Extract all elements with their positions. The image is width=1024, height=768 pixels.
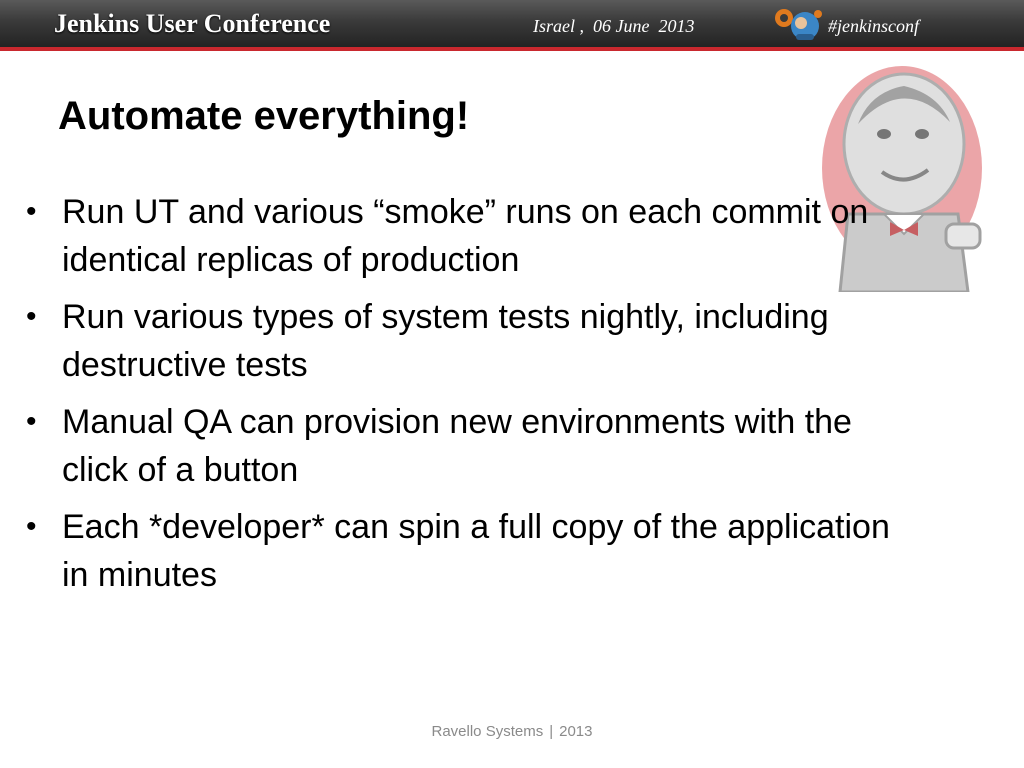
bullet-item — [22, 188, 902, 284]
bullet-dot-icon: • — [26, 300, 37, 333]
bullet-dot-icon: • — [26, 405, 37, 438]
bullet-dot-icon: • — [26, 195, 37, 228]
bullet-item — [22, 503, 902, 599]
conference-hashtag: #jenkinsconf — [828, 16, 919, 36]
bullet-list — [22, 188, 902, 608]
conference-header-bar — [0, 0, 1024, 51]
conference-title: Jenkins User Conference — [54, 9, 331, 38]
jenkins-conference-logo-icon — [768, 4, 828, 44]
bullet-text: Run UT and various “smoke” runs on each commit on identical replicas of production — [62, 193, 869, 279]
bullet-text: Manual QA can provision new environments with the click of a button — [62, 403, 852, 489]
slide-title: Automate everything! — [58, 94, 470, 138]
bullet-item — [22, 398, 902, 494]
bullet-text: Run various types of system tests nightly, including destructive tests — [62, 298, 829, 384]
footer-separator: | — [549, 723, 554, 740]
bullet-text: Each *developer* can spin a full copy of the application in minutes — [62, 508, 890, 594]
bullet-item — [22, 293, 902, 389]
slide-footer — [0, 723, 1024, 740]
footer-year: 2013 — [559, 723, 593, 740]
conference-date: Israel , 06 June 2013 — [533, 16, 695, 36]
footer-company: Ravello Systems — [431, 723, 544, 740]
bullet-dot-icon: • — [26, 510, 37, 543]
